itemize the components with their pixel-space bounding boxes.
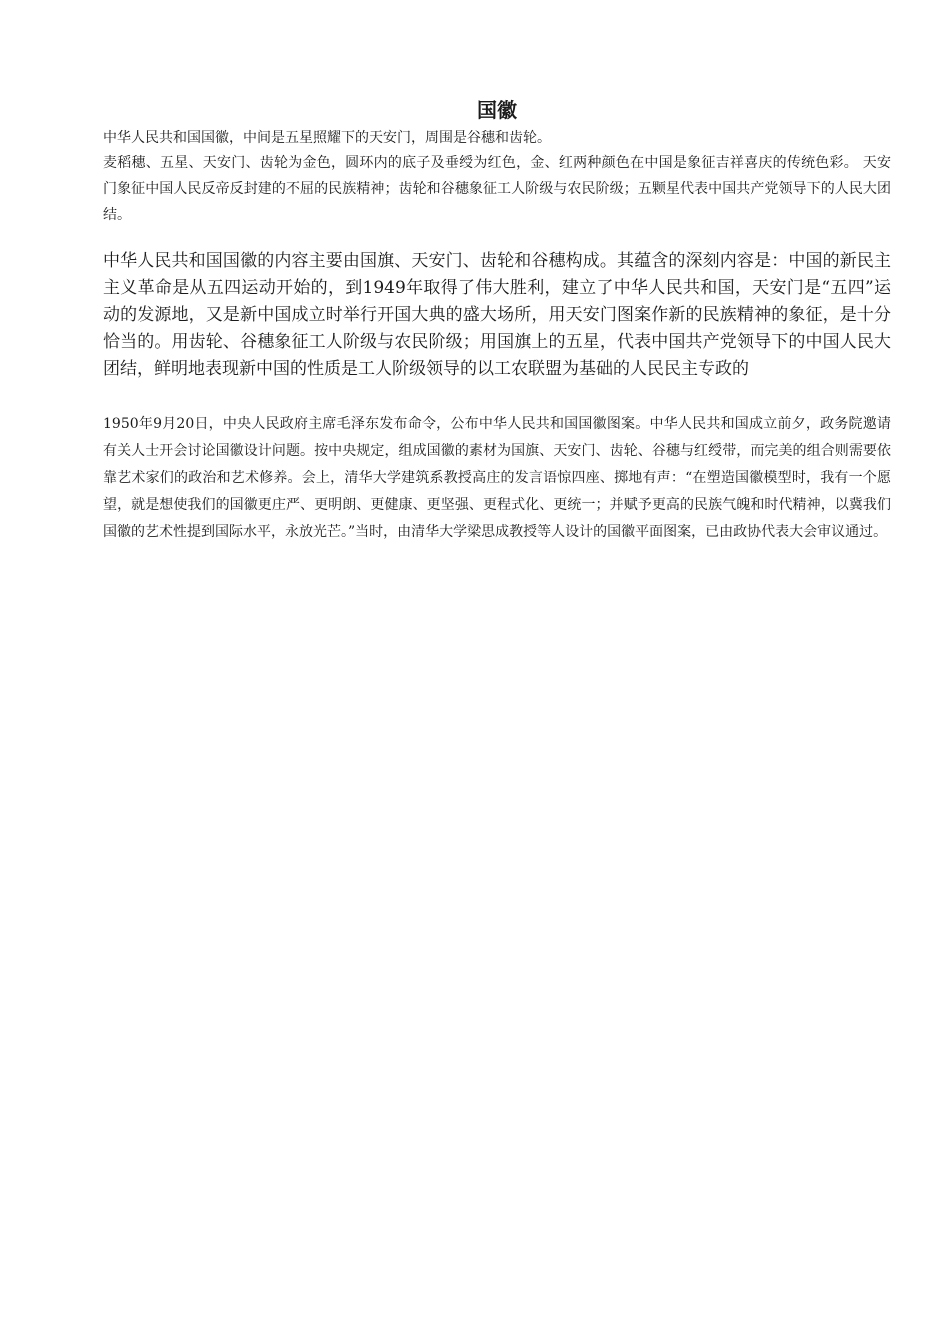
paragraph-emblem-meaning: 中华人民共和国国徽的内容主要由国旗、天安门、齿轮和谷穗构成。其蕴含的深刻内容是：中国的新民主主义革命是从五四运动开始的，到1949年取得了伟大胜利，建立了中华人民共和国，天安门是“五四”运动的发源地，又是新中国成立时举行开国大典的盛大场所，用天安门图案作新的民族精神的象征，是十分恰当的。用齿轮、谷穗象征工人阶级与农民阶级；用国旗上的五星，代表中国共产党领导下的中国人民大团结，鲜明地表现新中国的性质是工人阶级领导的以工农联盟为基础的人民民主专政的 <box>103 251 891 379</box>
document-title: 国徽 <box>477 98 517 122</box>
paragraph-emblem-symbolism: 麦稻穗、五星、天安门、齿轮为金色，圆环内的底子及垂绶为红色，金、红两种颜色在中国是象征吉祥喜庆的传统色彩。 天安门象征中国人民反帝反封建的不屈的民族精神；齿轮和谷穗象征工人阶级与农民阶级；五颗星代表中国共产党领导下的人民大团结。 <box>103 155 891 223</box>
paragraph-emblem-history: 1950年9月20日，中央人民政府主席毛泽东发布命令，公布中华人民共和国国徽图案。中华人民共和国成立前夕，政务院邀请有关人士开会讨论国徽设计问题。按中央规定，组成国徽的素材为国旗、天安门、齿轮、谷穗与红绶带，而完美的组合则需要依靠艺术家们的政治和艺术修养。会上，清华大学建筑系教授高庄的发言语惊四座、掷地有声：“在塑造国徽模型时，我有一个愿望，就是想使我们的国徽更庄严、更明朗、更健康、更坚强、更程式化、更统一；并赋予更高的民族气魄和时代精神，以冀我们国徽的艺术性提到国际水平，永放光芒。”当时，由清华大学梁思成教授等人设计的国徽平面图案，已由政协代表大会审议通过。 <box>103 416 891 540</box>
intro-block <box>103 126 891 228</box>
document-page <box>103 96 891 546</box>
paragraph-emblem-description: 中华人民共和国国徽，中间是五星照耀下的天安门，周围是谷穗和齿轮。 <box>103 130 551 146</box>
